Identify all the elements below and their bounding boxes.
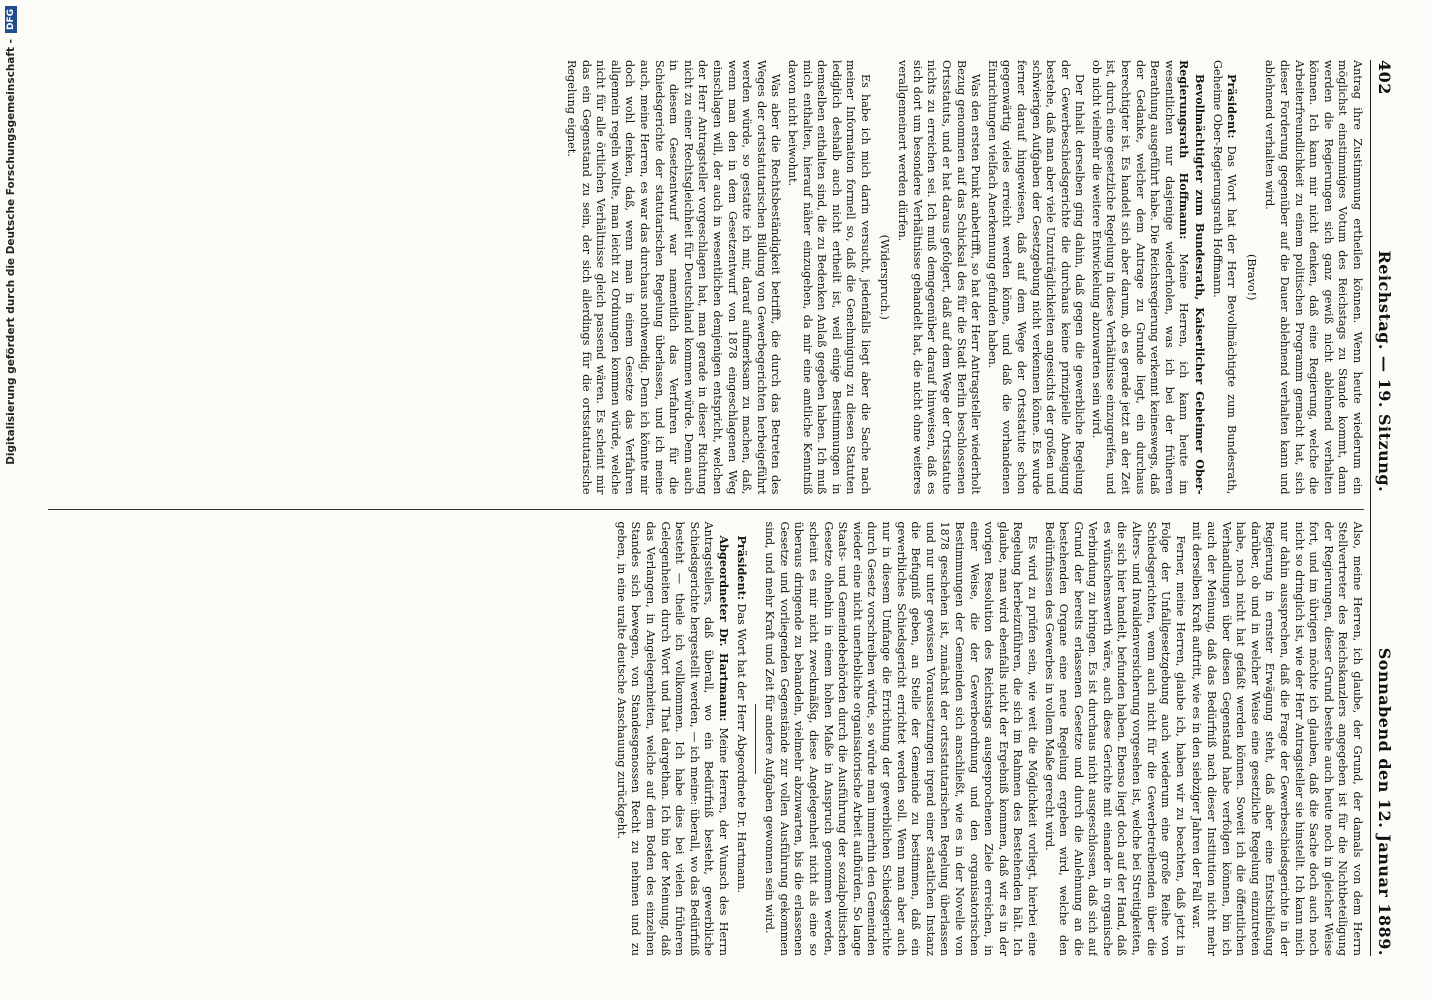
- right-column: [48, 509, 1364, 957]
- speaker-name: Bevollmächtigter zum Bundesrath, Kaiserlicher Geheimer Ober-Regierungsrath Hoffmann:: [1177, 60, 1208, 495]
- speech-text: Das Wort hat der Herr Abgeordnete Dr. Hartmann.: [734, 603, 748, 894]
- digitization-footer: [0, 0, 22, 1000]
- running-title: Reichstag. — 19. Sitzung.: [1375, 250, 1394, 493]
- paragraph: [1209, 60, 1239, 495]
- paragraph: [613, 522, 731, 957]
- paragraph: Ferner, meine Herren, glaube ich, haben wir zu beachten, daß jetzt in Folge der Unfallgesetzgebung auch wiederum eine große Reihe von Schiedsgerichten, wenn auch nicht für die Gewerbetreibenden über die Alters- und Invalidenversicherung vorgesehen ist, welche bei Streitigkeiten, die sich hier handelt, befunden haben. Ebenso liegt doch auf der Hand, daß es wünschenswerth wäre, auch diese Gerichte mit einander in organische Verbindung zu bringen. Es ist durchaus nicht ausgeschlossen, daß sich auf Grund der bereits erlassenen Gesetze und durch die Anlehnung an die bestehenden Organe eine neue Regelung ergeben wird, welche den Bedürfnissen des Gewerbes in vollem Maße gerecht wird.: [1042, 521, 1187, 956]
- paragraph: Der Inhalt derselben ging dahin, daß gegen die gewerbliche Regelung der Gewerbeschiedsgerichte die durchaus keine prinzipielle Abneigung bestehe, daß man aber viele Unzuträglichkeiten angesichts der großen und schwierigen Aufgaben der Gesetzgebung nicht verkennen könne. Es wurde ferner darauf hingewiesen, daß auf dem Wege der Ortsstatute schon gegenwärtig vieles erreicht werden könne, und daß die vorhandenen Einrichtungen vielfach Anerkennung gefunden haben.: [985, 60, 1087, 495]
- speech-text: Meine Herren, der Wunsch des Herrn Antragstellers, daß überall, wo ein Bedürfniß besteht, gewerbliche Schiedsgerichte hergestellt werden, — ich meine: überall, wo das Bedürfniß besteht — theile ich vollkommen. Ich habe dies bei vielen früheren Gelegenheiten durch Wort und That dargethan. Ich bin der Meinung, daß das Verlangen, in Angelegenheiten, welche auf dem Boden des einzelnen Standes sich bewegen, von Standesgenossen Recht zu nehmen und zu geben, in eine uralte deutsche Anschauung zurückgeht.: [614, 521, 731, 956]
- interjection: (Bravo!): [1244, 253, 1258, 301]
- paragraph: Antrag ihre Zustimmung ertheilen können. Wenn heute wiederum ein möglichst einstimmiges Votum des Reichstags zu Stande kommt, dann werden die Regierungen sich ganz gewiß nicht ablehnend verhalten können. Ich kann mir nicht denken, daß eine Regierung, welche die Arbeiterfreundlichkeit zu einem politischen Programm gemacht hat, sich dieser Forderung gegenüber auf die Dauer ablehnend verhalten kann und ablehnend verhalten wird.: [1263, 60, 1364, 495]
- left-column: [48, 60, 1364, 495]
- interjection: (Widerspruch.): [877, 234, 891, 320]
- speaker-name: Präsident:: [734, 535, 749, 600]
- session-date: Sonnabend den 12. Januar 1889.: [1375, 647, 1394, 956]
- paragraph: Was den ersten Punkt anbetrifft, so hat der Herr Antragsteller wiederholt Bezug genommen auf das Schicksal des für die Stadt Berlin beschlossenen Ortsstatuts, und er hat daraus gefolgert, daß auf dem Wege der Ortsstatute nichts zu erreichen sei. Ich muß demgegenüber darauf hinweisen, daß es sich dort um besondere Verhältnisse gehandelt hat, die nicht ohne weiteres verallgemeinert werden dürfen.: [896, 60, 983, 495]
- paragraph: Was aber die Rechtsbeständigkeit betrifft, die durch das Betreten des Weges der ortsstatutarischen Bildung von Gewerbegerichten herbeigeführt werden würde, so gestatte ich mir, darauf aufmerksam zu machen, daß, wenn man den in dem Gesetzentwurf von 1878 eingeschlagenen Weg einschlagen will, der auch in wesentlichen demjenigen entspricht, welchen der Herr Antragsteller vorgeschlagen hat, man gerade in dieser Richtung nicht zu einer Rechtsgleichheit für Deutschland kommen würde. Denn auch in diesem Gesetzentwurf war namentlich das Verfahren für die Schiedsgerichte der statutarischen Regelung überlassen, und ich meine auch, meine Herren, es war das durchaus nothwendig. Denn ich könnte mir doch wohl denken, daß, wenn man in einem Gesetze das Verfahren allgemein regeln wollte, man leicht zu Ordnungen kommen würde, welche nicht für alle örtlichen Verhältnisse gleich passend wären. Es scheint mir das ein Gegenstand zu sein, der sich allerdings für die ortsstatutarische Regelung eignet.: [565, 60, 783, 495]
- paragraph: Es habe ich mich darin versucht, jedenfalls liegt aber die Sache nach meiner Information formell so, daß die Genehmigung zu diesen Statuten lediglich deshalb auch nicht ertheilt ist, weil einige Bestimmungen in demselben enthalten sind, die zu Bedenken Anlaß gegeben haben. Ich muß mich enthalten, hierauf näher einzugehen, da mir eine amtliche Kenntniß davon nicht beiwohnt.: [786, 60, 872, 495]
- paragraph: Also, meine Herren, ich glaube, der Grund, der damals von dem Herrn Stellvertreter des Reichskanzlers angegeben ist für die Nichtbeteiligung der Regierungen, dieser Grund bestehe auch heute noch in gleicher Weise fort, und im übrigen möchte ich glauben, daß die Sache doch auch noch nicht so dringlich ist, wie der Herr Antragsteller sie hinstellt. Ich kann mich nur dahin aussprechen, daß die Frage der Gewerbeschiedsgerichte in der Regierung in ernster Erwägung steht, daß aber eine Entschließung darüber, ob und in welcher Weise eine gesetzliche Regelung einzutreten habe, noch nicht hat gefaßt werden können. Soweit ich die öffentlichen Verhandlungen über diesen Gegenstand habe verfolgen können, bin ich auch der Meinung, daß das Bedürfniß nach dieser Institution nicht mehr mit derselben Kraft auftritt, wie es in den siebziger Jahren der Fall war.: [1190, 521, 1364, 956]
- paragraph: [733, 522, 749, 957]
- speech-text: Das Wort hat der Herr Bevollmächtigte zum Bundesrath, Geheime Ober-Regierungsrath Hoffmann.: [1210, 60, 1239, 495]
- paragraph: [1088, 60, 1207, 495]
- page-header: [1370, 60, 1394, 956]
- text-columns: [48, 60, 1364, 956]
- speaker-name: Präsident:: [1225, 74, 1240, 139]
- speech-text: Meine Herren, ich kann heute im wesentlichen nur dasjenige wiederholen, was ich bei der früheren Berathung ausgeführt habe. Die Reichsregierung verkennt keineswegs, daß der Gedanke, welcher dem Antrage zu Grunde liegt, ein durchaus berechtigter ist. Es handelt sich aber darum, ob es gerade jetzt an der Zeit ist, durch eine gesetzliche Regelung in diese Verhältnisse einzugreifen, und ob nicht vielmehr die weitere Entwickelung abzuwarten sein wird.: [1089, 60, 1191, 495]
- paragraph: Es wird zu prüfen sein, wie weit die Möglichkeit vorliegt, hierbei eine Regelung herbeizuführen, die sich im Rahmen des Bestehenden hält. Ich glaube, man wird ebenfalls nicht der Ergebniß kommen, daß wir es in der vorigen Resolution des Reichstags ausgesprochenen Ziele erreichen, in einer Weise, die der Gewerbeordnung und den organisatorischen Bestimmungen der Gemeinden sich anschließt, wie es in der Novelle von 1878 geschehen ist, zunächst der ortsstatutarischen Regelung überlassen und nur unter gewissen Voraussetzungen irgend einer staatlichen Instanz die Befugniß geben, an Stelle der Gemeinde zu bestimmen, daß ein gewerbliches Schiedsgericht errichtet werden soll. Wenn man aber auch nur in diesem Umfange die Errichtung der gewerblichen Schiedsgerichte durch Gesetz vorschreiben würde, so würde man immerhin den Gemeinden wieder eine nicht unerhebliche organisatorische Arbeit aufbürden. So lange Staats- und Gemeindebehörden durch die Ausführung der sozialpolitischen Gesetze ohnehin in einem hohen Maße in Anspruch genommen werden, scheint es mir nicht zweckmäßig, diese Angelegenheit nicht als eine so überaus dringende zu behandeln, vielmehr abzuwarten, bis die erlassenen Gesetze und vorliegenden Gegenstände zur vollen Ausführung gekommen sind, und mehr Kraft und Zeit für andere Aufgaben gewonnen sein wird.: [763, 521, 1039, 956]
- dfg-logo-icon: DFG: [5, 6, 17, 33]
- divider: [755, 704, 756, 774]
- page-number: 402: [1375, 60, 1394, 95]
- speaker-name: Abgeordneter Dr. Hartmann:: [717, 535, 732, 722]
- funding-note: Digitalisierung gefördert durch die Deutsche Forschungsgemeinschaft -: [5, 39, 17, 465]
